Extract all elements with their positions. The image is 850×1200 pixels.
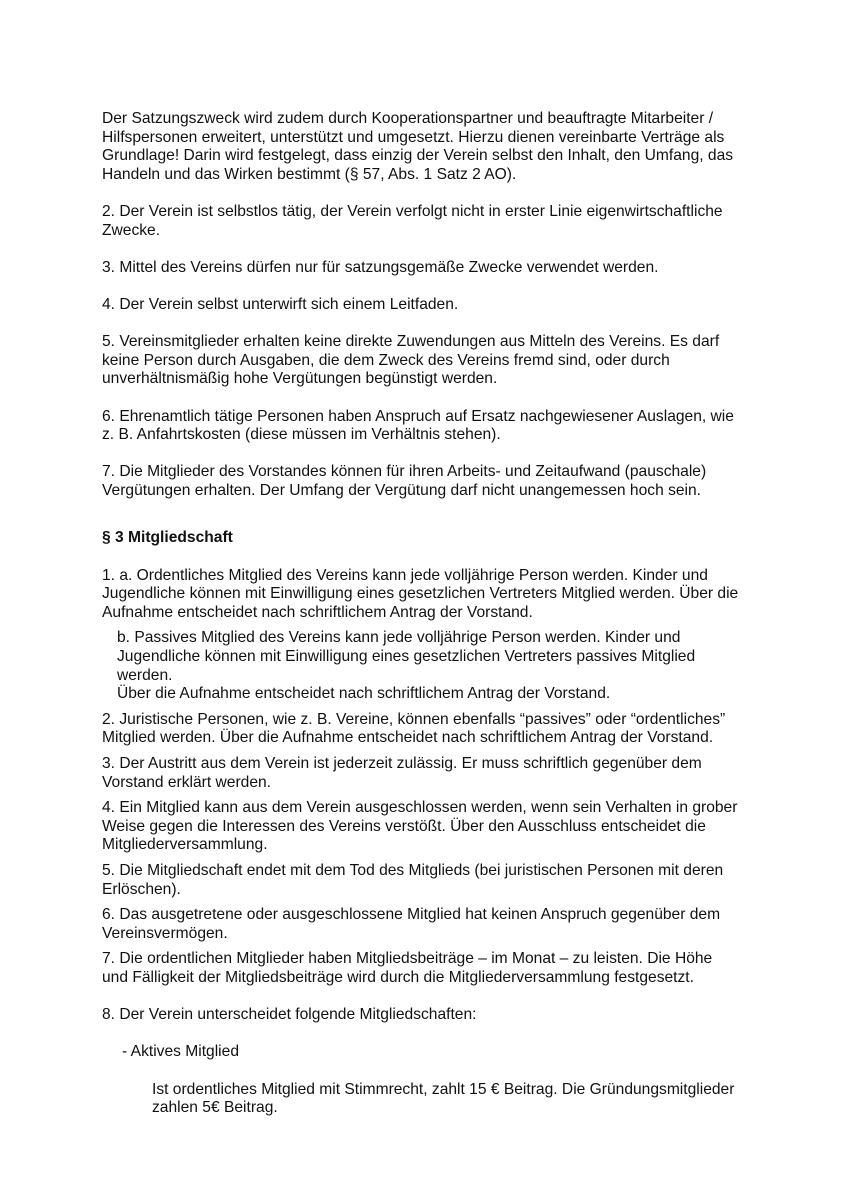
paragraph-3: 3. Mittel des Vereins dürfen nur für satzungsgemäße Zwecke verwendet werden. (102, 258, 659, 276)
membership-type-active: - Aktives Mitglied (122, 1043, 239, 1061)
paragraph-6: 6. Ehrenamtlich tätige Personen haben Anspruch auf Ersatz nachgewiesener Auslagen, wie z. B. Anfahrtskosten (diese müssen im Verhältnis stehen). (102, 407, 734, 444)
membership-clause-1b: b. Passives Mitglied des Vereins kann jede volljährige Person werden. Kinder und Jugendliche können mit Einwilligung eines gesetzlichen Vertreters passives Mitglied werden. Über die Aufnahme entscheidet nach schriftlichem Antrag der Vorstand. (117, 629, 696, 703)
membership-clause-2: 2. Juristische Personen, wie z. B. Vereine, können ebenfalls “passives” oder “ordentliches” Mitglied werden. Über die Aufnahme entscheidet nach schriftlichem Antrag der Vorstand. (102, 710, 726, 747)
membership-clause-8: 8. Der Verein unterscheidet folgende Mitgliedschaften: (102, 1006, 477, 1024)
membership-clause-1a: 1. a. Ordentliches Mitglied des Vereins kann jede volljährige Person werden. Kinder und Jugendliche können mit Einwilligung eines gesetzlichen Vertreters Mitglied werden. Über die Aufnahme entscheidet nach schriftlichem Antrag der Vorstand. (102, 566, 739, 621)
paragraph-7: 7. Die Mitglieder des Vorstandes können für ihren Arbeits- und Zeitaufwand (pauschale) Vergütungen erhalten. Der Umfang der Vergütung darf nicht unangemessen hoch sein. (102, 463, 707, 499)
paragraph-5: 5. Vereinsmitglieder erhalten keine direkte Zuwendungen aus Mitteln des Vereins. Es darf keine Person durch Ausgaben, die dem Zweck des Vereins fremd sind, oder durch unverhältnismäßig hohe Vergütungen begünstigt werden. (102, 333, 720, 388)
membership-clause-3: 3. Der Austritt aus dem Verein ist jederzeit zulässig. Er muss schriftlich gegenüber dem Vorstand erklärt werden. (102, 755, 702, 791)
document-page (102, 110, 752, 1118)
paragraph-4: 4. Der Verein selbst unterwirft sich einem Leitfaden. (102, 295, 459, 313)
section-heading: § 3 Mitgliedschaft (102, 529, 233, 547)
membership-clause-5: 5. Die Mitgliedschaft endet mit dem Tod des Mitglieds (bei juristischen Personen mit deren Erlöschen). (102, 861, 724, 898)
membership-type-active-description: Ist ordentliches Mitglied mit Stimmrecht, zahlt 15 € Beitrag. Die Gründungsmitglieder zahlen 5€ Beitrag. (152, 1080, 735, 1117)
membership-clause-4: 4. Ein Mitglied kann aus dem Verein ausgeschlossen werden, wenn sein Verhalten in grober Weise gegen die Interessen des Vereins verstößt. Über den Ausschluss entscheidet die Mitgliederversammlung. (102, 799, 738, 854)
paragraph-2: 2. Der Verein ist selbstlos tätig, der Verein verfolgt nicht in erster Linie eigenwirtschaftliche Zwecke. (102, 202, 723, 239)
intro-paragraph: Der Satzungszweck wird zudem durch Kooperationspartner und beauftragte Mitarbeiter / Hilfspersonen erweitert, unterstützt und umgesetzt. Hierzu dienen vereinbarte Verträge als Grundlage! Darin wird festgelegt, dass einzig der Verein selbst den Inhalt, den Umfang, das Handeln und das Wirken bestimmt (§ 57, Abs. 1 Satz 2 AO). (102, 110, 734, 183)
membership-clause-7: 7. Die ordentlichen Mitglieder haben Mitgliedsbeiträge – im Monat – zu leisten. Die Höhe und Fälligkeit der Mitgliedsbeiträge wird durch die Mitgliederversammlung festgesetzt. (102, 950, 713, 986)
membership-clause-6: 6. Das ausgetretene oder ausgeschlossene Mitglied hat keinen Anspruch gegenüber dem Vereinsvermögen. (102, 906, 721, 942)
